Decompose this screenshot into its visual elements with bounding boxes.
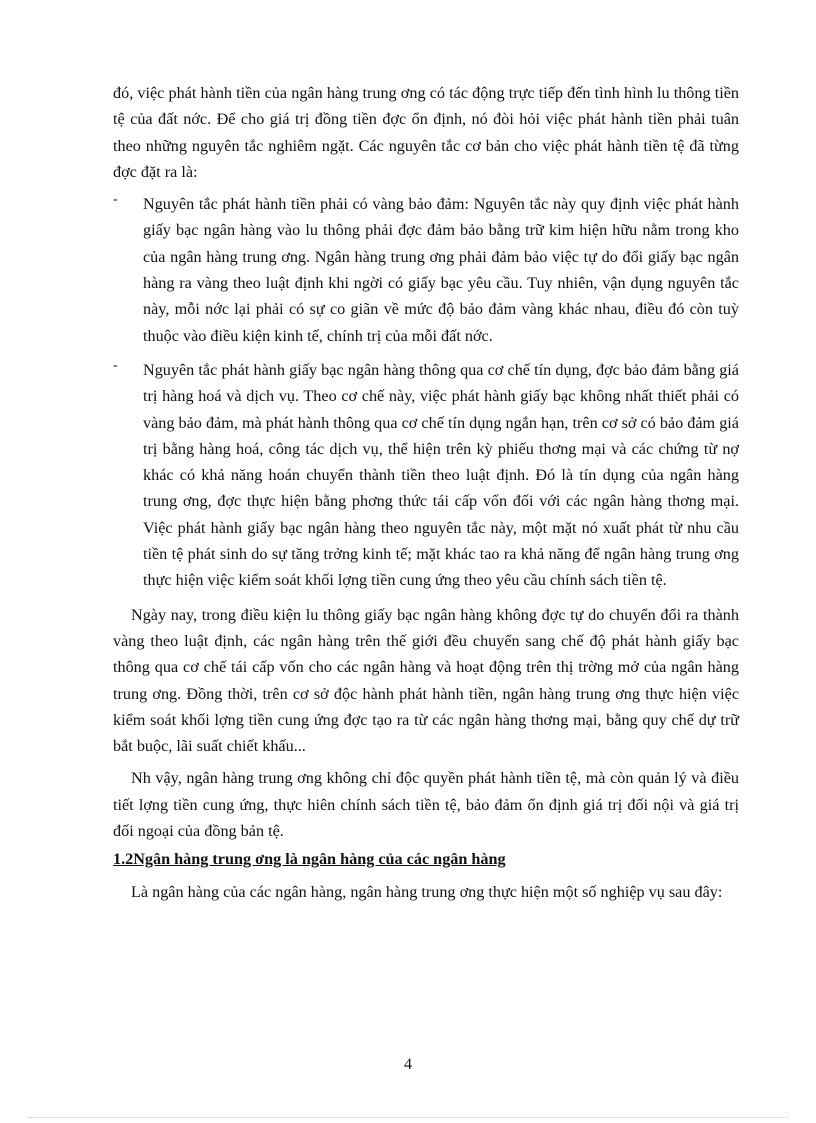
bullet-text-credit-mechanism: Nguyên tắc phát hành giấy bạc ngân hàng thông qua cơ chế tín dụng, đợc bảo đảm bằng giá trị hàng hoá và dịch vụ. Theo cơ chế này, việc phát hành giấy bạc không nhất thiết phải có vàng bảo đảm, mà phát hành thông qua cơ chế tín dụng ngắn hạn, trên cơ sở có bảo đảm giá trị bằng hàng hoá, công tác dịch vụ, thể hiện trên kỳ phiếu thơng mại và các chứng từ nợ khác có khả năng hoán chuyển thành tiền theo luật định. Đó là tín dụng của ngân hàng trung ơng, đợc thực hiện bằng phơng thức tái cấp vốn đối với các ngân hàng thơng mại. Việc phát hành giấy bạc ngân hàng theo nguyên tắc này, một mặt nó xuất phát từ nhu cầu tiền tệ phát sinh do sự tăng trởng kinh tế; mặt khác tao ra khả năng để ngân hàng trung ơng thực hiện việc kiểm soát khối lợng tiền cung ứng theo yêu cầu chính sách tiền tệ. [143, 360, 739, 590]
section-heading: 1.2Ngân hàng trung ơng là ngân hàng của các ngân hàng [113, 850, 506, 869]
footer-divider [28, 1117, 788, 1118]
intro-paragraph: đó, việc phát hành tiền của ngân hàng trung ơng có tác động trực tiếp đến tình hình lu thông tiền tệ của đất nớc. Để cho giá trị đồng tiền đợc ổn định, nó đòi hỏi việc phát hành tiền phải tuân theo những nguyên tắc nghiêm ngặt. Các nguyên tắc cơ bản cho việc phát hành tiền tệ đã từng đợc đặt ra là: [113, 84, 739, 181]
nowadays-paragraph: Ngày nay, trong điều kiện lu thông giấy bạc ngân hàng không đợc tự do chuyển đổi ra thành vàng theo luật định, các ngân hàng trên thế giới đều chuyển sang chế độ phát hành giấy bạc thông qua cơ chế tái cấp vốn cho các ngân hàng và hoạt động trên thị trờng mở của ngân hàng trung ơng. Đồng thời, trên cơ sở độc hành phát hành tiền, ngân hàng trung ơng thực hiện việc kiểm soát khối lợng tiền cung ứng đợc tạo ra từ các ngân hàng thơng mại, bằng quy chế dự trữ bắt buộc, lãi suất chiết khấu... [113, 605, 739, 756]
page-number: 4 [404, 1056, 412, 1073]
bullet-marker: - [113, 357, 118, 373]
bullet-marker: - [113, 192, 118, 208]
list-item [113, 191, 739, 349]
bullet-text-gold-backing: Nguyên tắc phát hành tiền phải có vàng bảo đảm: Nguyên tắc này quy định việc phát hành giấy bạc ngân hàng vào lu thông phải đợc đảm bảo bằng trữ kim hiện hữu nằm trong kho của ngân hàng trung ơng. Ngân hàng trung ơng phải đảm bảo việc tự do đổi giấy bạc ngân hàng ra vàng theo luật định khi ngời có giấy bạc yêu cầu. Tuy nhiên, vận dụng nguyên tắc này, mỗi nớc lại phải có sự co giãn về mức độ bảo đảm vàng khác nhau, điều đó còn tuỳ thuộc vào điều kiện kinh tế, chính trị của mỗi đất nớc. [143, 195, 739, 345]
page-content [113, 80, 739, 905]
list-item [113, 357, 739, 594]
principles-list [113, 191, 739, 593]
section-intro-paragraph: Là ngân hàng của các ngân hàng, ngân hàng trung ơng thực hiện một số nghiệp vụ sau đây: [131, 882, 723, 901]
conclusion-paragraph: Nh vậy, ngân hàng trung ơng không chỉ độc quyền phát hành tiền tệ, mà còn quản lý và điều tiết lợng tiền cung ứng, thực hiên chính sách tiền tệ, bảo đảm ổn định giá trị đối nội và giá trị đối ngoại của đồng bản tệ. [113, 769, 739, 841]
